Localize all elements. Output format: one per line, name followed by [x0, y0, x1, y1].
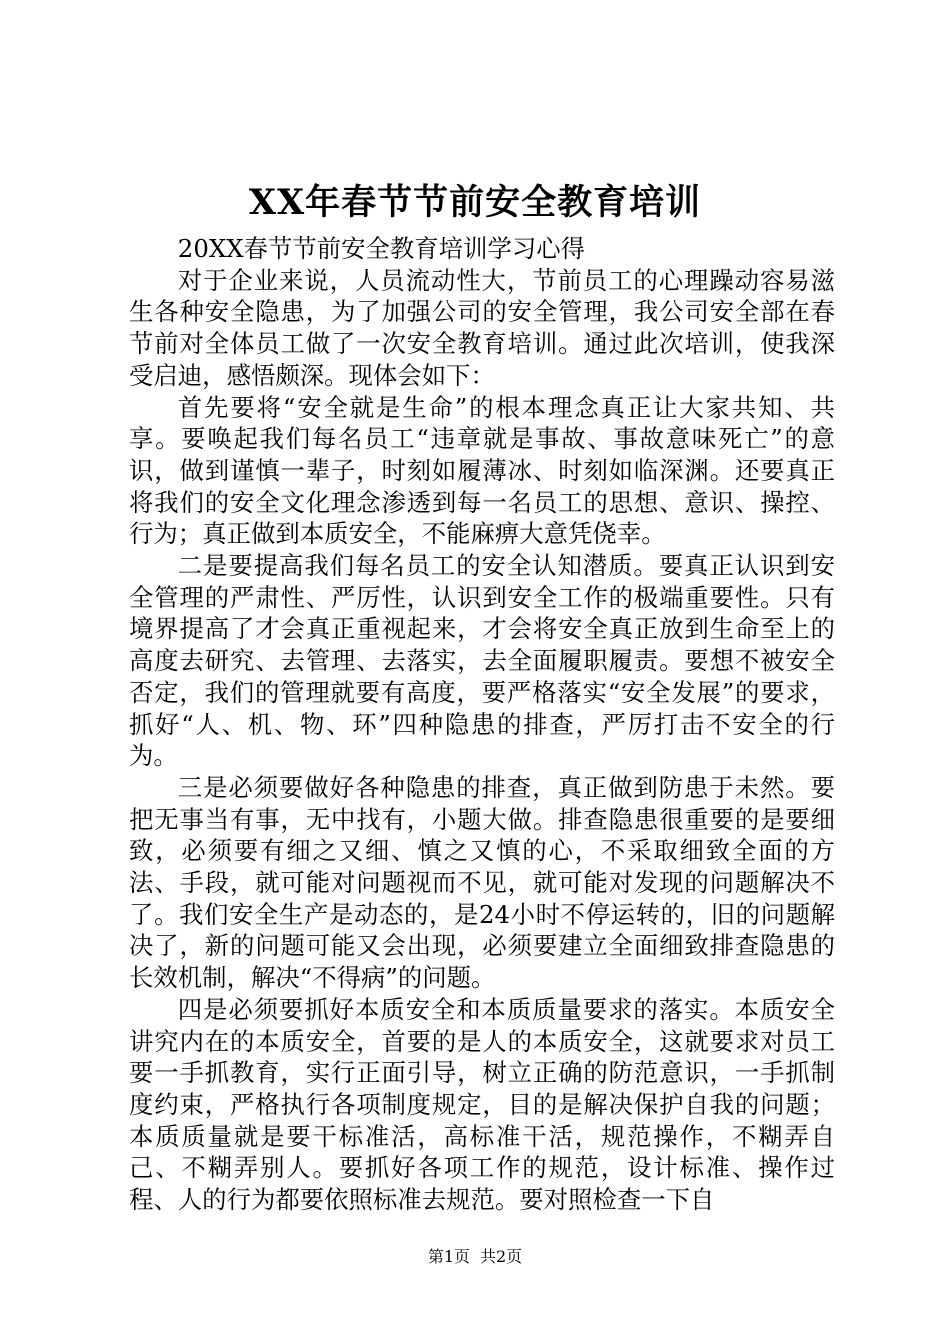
- page-total: 共2页: [480, 1247, 523, 1266]
- page-number: 第1页: [427, 1247, 470, 1266]
- paragraph-intro: 对于企业来说，人员流动性大，节前员工的心理躁动容易滋生各种安全隐患，为了加强公司的安全管理，我公司安全部在春节前对全体员工做了一次安全教育培训。通过此次培训，使我深受启迪，感悟颇深。现体会如下：: [129, 265, 835, 390]
- document-title: XX年春节节前安全教育培训: [248, 182, 702, 223]
- paragraph-first-point: 首先要将“安全就是生命”的根本理念真正让大家共知、共享。要唤起我们每名员工“违章就是事故、事故意味死亡”的意识，做到谨慎一辈子，时刻如履薄冰、时刻如临深渊。还要真正将我们的安全文化理念渗透到每一名员工的思想、意识、操控、行为；真正做到本质安全，不能麻痹大意凭侥幸。: [129, 392, 835, 549]
- paragraph-second-point: 二是要提高我们每名员工的安全认知潜质。要真正认识到安全管理的严肃性、严厉性，认识到安全工作的极端重要性。只有境界提高了才会真正重视起来，才会将安全真正放到生命至上的高度去研究、去管理、去落实，去全面履职履责。要想不被安全否定，我们的管理就要有高度，要严格落实“安全发展”的要求，抓好“人、机、物、环”四种隐患的排查，严厉打击不安全的行为。: [129, 551, 835, 771]
- paragraph-third-point: 三是必须要做好各种隐患的排查，真正做到防患于未然。要把无事当有事，无中找有，小题大做。排查隐患很重要的是要细致，必须要有细之又细、慎之又慎的心，不采取细致全面的方法、手段，就可能对问题视而不见，就可能对发现的问题解决不了。我们安全生产是动态的，是24小时不停运转的，旧的问题解决了，新的问题可能又会出现，必须要建立全面细致排查隐患的长效机制，解决“不得病”的问题。: [129, 772, 835, 993]
- document-body: [129, 233, 835, 1216]
- document-subtitle: 20XX春节节前安全教育培训学习心得: [177, 234, 586, 263]
- page-footer: [0, 1247, 950, 1267]
- paragraph-fourth-point: 四是必须要抓好本质安全和本质质量要求的落实。本质安全讲究内在的本质安全，首要的是人的本质安全，这就要求对员工要一手抓教育，实行正面引导，树立正确的防范意识，一手抓制度约束，严格执行各项制度规定，目的是解决保护自我的问题；本质质量就是要干标准活，高标准干活，规范操作，不糊弄自己、不糊弄别人。要抓好各项工作的规范，设计标准、操作过程、人的行为都要依照标准去规范。要对照检查一下自: [129, 994, 835, 1215]
